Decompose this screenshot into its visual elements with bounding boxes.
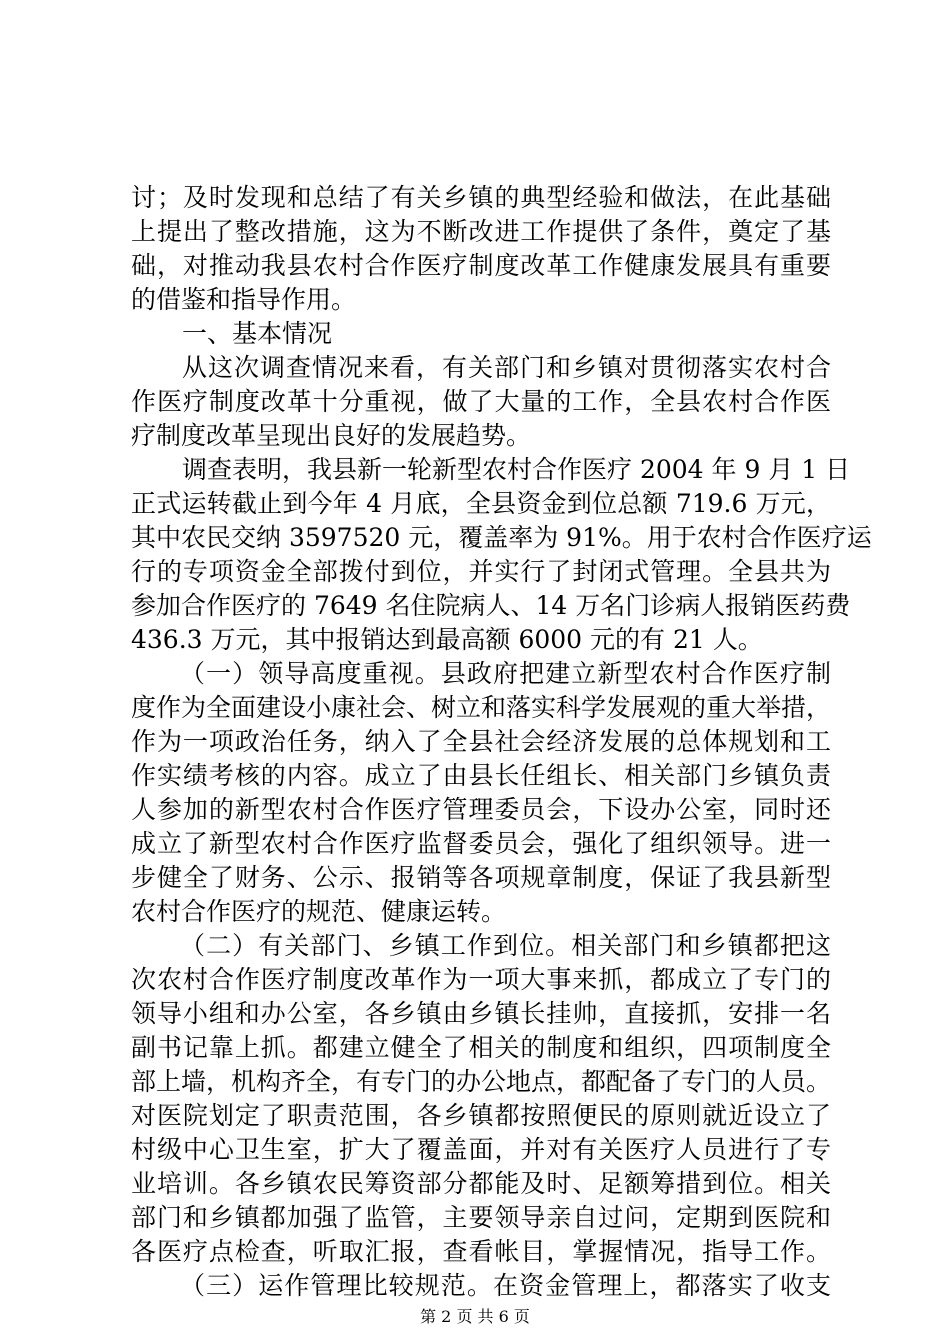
text-line: 行的专项资金全部拨付到位，并实行了封闭式管理。全县共为	[131, 557, 831, 586]
text-line: 人参加的新型农村合作医疗管理委员会，下设办公室，同时还	[131, 795, 831, 824]
text-line: （一）领导高度重视。县政府把建立新型农村合作医疗制	[180, 659, 831, 688]
text-line: 参加合作医疗的 7649 名住院病人、14 万名门诊病人报销医药费	[131, 591, 851, 620]
text-line: 础，对推动我县农村合作医疗制度改革工作健康发展具有重要	[131, 251, 831, 280]
text-line: 副书记靠上抓。都建立健全了相关的制度和组织，四项制度全	[131, 1033, 831, 1062]
text-line: 调查表明，我县新一轮新型农村合作医疗 2004 年 9 月 1 日	[182, 455, 851, 484]
text-line: （二）有关部门、乡镇工作到位。相关部门和乡镇都把这	[180, 931, 831, 960]
text-line: 作医疗制度改革十分重视，做了大量的工作，全县农村合作医	[131, 387, 831, 416]
text-line: 成立了新型农村合作医疗监督委员会，强化了组织领导。进一	[131, 829, 831, 858]
text-line: 步健全了财务、公示、报销等各项规章制度，保证了我县新型	[131, 863, 831, 892]
text-line: 上提出了整改措施，这为不断改进工作提供了条件，奠定了基	[131, 217, 831, 246]
text-line: 作为一项政治任务，纳入了全县社会经济发展的总体规划和工	[131, 727, 831, 756]
text-line: 农村合作医疗的规范、健康运转。	[131, 897, 507, 926]
text-line: 领导小组和办公室，各乡镇由乡镇长挂帅，直接抓，安排一名	[131, 999, 831, 1028]
text-line: 部上墙，机构齐全，有专门的办公地点，都配备了专门的人员。	[131, 1067, 832, 1096]
section-heading: 一、基本情况	[182, 319, 333, 348]
text-line: （三）运作管理比较规范。在资金管理上，都落实了收支	[180, 1271, 831, 1300]
text-line: 村级中心卫生室，扩大了覆盖面，并对有关医疗人员进行了专	[131, 1135, 831, 1164]
text-line: 其中农民交纳 3597520 元，覆盖率为 91%。用于农村合作医疗运	[131, 523, 872, 552]
text-line: 436.3 万元，其中报销达到最高额 6000 元的有 21 人。	[131, 625, 763, 654]
text-line: 正式运转截止到今年 4 月底，全县资金到位总额 719.6 万元，	[131, 489, 831, 518]
text-line: 疗制度改革呈现出良好的发展趋势。	[131, 421, 532, 450]
text-line: 的借鉴和指导作用。	[131, 285, 357, 314]
text-line: 度作为全面建设小康社会、树立和落实科学发展观的重大举措，	[131, 693, 832, 722]
page-footer: 第 2 页 共 6 页	[420, 1307, 530, 1326]
text-line: 对医院划定了职责范围，各乡镇都按照便民的原则就近设立了	[131, 1101, 831, 1130]
text-line: 业培训。各乡镇农民筹资部分都能及时、足额筹措到位。相关	[131, 1169, 831, 1198]
text-line: 部门和乡镇都加强了监管，主要领导亲自过问，定期到医院和	[131, 1203, 831, 1232]
text-line: 讨；及时发现和总结了有关乡镇的典型经验和做法，在此基础	[131, 183, 831, 212]
text-line: 从这次调查情况来看，有关部门和乡镇对贯彻落实农村合	[182, 353, 831, 382]
text-line: 作实绩考核的内容。成立了由县长任组长、相关部门乡镇负责	[131, 761, 831, 790]
text-line: 各医疗点检查，听取汇报，查看帐目，掌握情况，指导工作。	[131, 1237, 831, 1266]
text-line: 次农村合作医疗制度改革作为一项大事来抓，都成立了专门的	[131, 965, 831, 994]
